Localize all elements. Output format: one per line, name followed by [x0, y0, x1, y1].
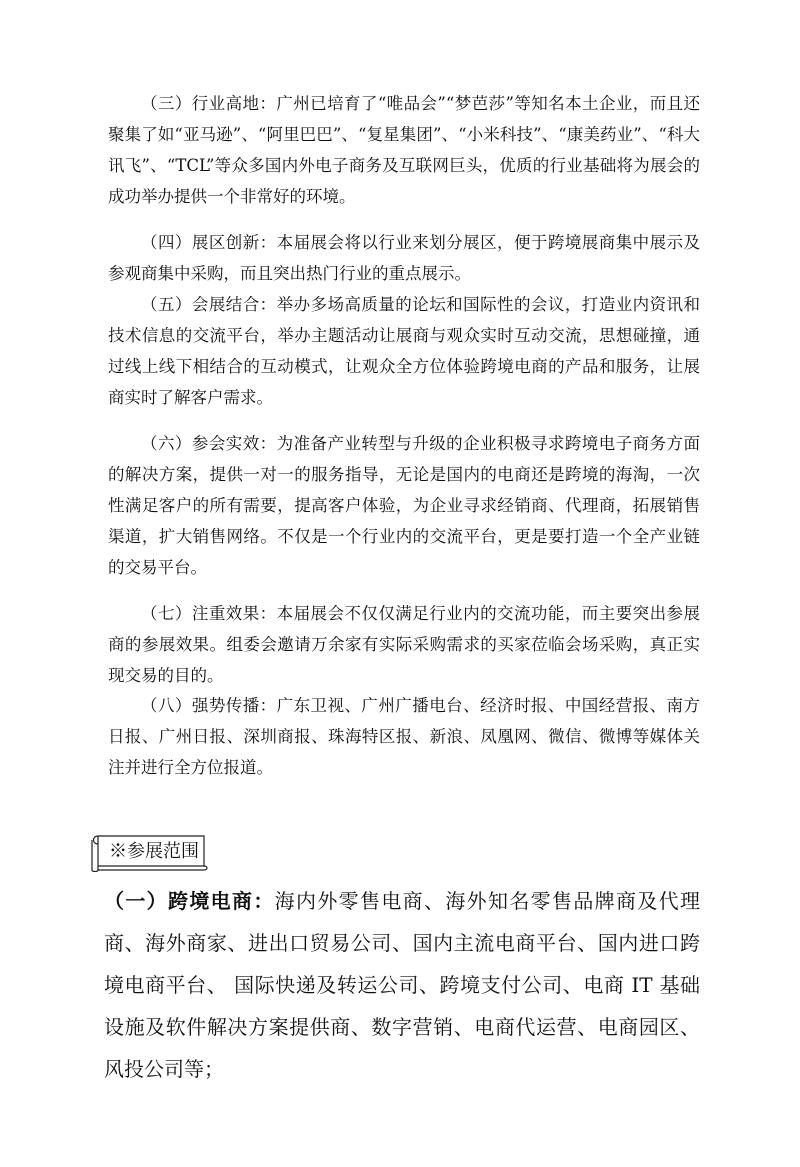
section-heading-title: ※参展范围	[109, 841, 199, 862]
paragraph-media-promotion: （八）强势传播：广东卫视、广州广播电台、经济时报、中国经营报、南方日报、广州日报、深圳商报、珠海特区报、新浪、凤凰网、微信、微博等媒体关注并进行全方位报道。	[108, 696, 700, 777]
scope-lead: （一）跨境电商：	[104, 889, 275, 913]
paragraph-participation-results: （六）参会实效：为准备产业转型与升级的企业积极寻求跨境电子商务方面的解决方案，提供一对一的服务指导，无论是国内的电商还是跨境的海淘，一次性满足客户的所有需要，提高客户体验，为企业寻求经销商、代理商，拓展销售渠道，扩大销售网络。不仅是一个行业内的交流平台，更是要打造一个全产业链的交易平台。	[108, 434, 700, 577]
scope-text: 海内外零售电商、海外知名零售品牌商及代理商、海外商家、进出口贸易公司、国内主流电商平台、国内进口跨境电商平台、 国际快递及转运公司、跨境支付公司、电商 IT 基础设施及软件解决方案提供商、数字营销、电商代运营、电商园区、风投公司等；	[104, 889, 701, 1081]
paragraph-focus-effect: （七）注重效果：本届展会不仅仅满足行业内的交流功能，而主要突出参展商的参展效果。组委会邀请万余家有实际采购需求的买家莅临会场采购，真正实现交易的目的。	[108, 604, 700, 685]
scope-paragraph	[104, 880, 700, 1090]
section-heading-box	[88, 832, 210, 872]
paragraph-exhibition-innovation: （四）展区创新：本届展会将以行业来划分展区，便于跨境展商集中展示及参观商集中采购，而且突出热门行业的重点展示。	[108, 233, 700, 283]
paragraph-exhibition-combination: （五）会展结合：举办多场高质量的论坛和国际性的会议，打造业内资讯和技术信息的交流平台，举办主题活动让展商与观众实时互动交流，思想碰撞，通过线上线下相结合的互动模式，让观众全方位体验跨境电商的产品和服务，让展商实时了解客户需求。	[108, 295, 700, 407]
paragraph-industry-highland: （三）行业高地：广州已培育了“唯品会”“梦芭莎”等知名本土企业，而且还聚集了如“亚马逊”、“阿里巴巴”、“复星集团”、“小米科技”、“康美药业”、“科大讯飞”、“TCL”等众多国内外电子商务及互联网巨头，优质的行业基础将为展会的成功举办提供一个非常好的环境。	[108, 94, 700, 206]
